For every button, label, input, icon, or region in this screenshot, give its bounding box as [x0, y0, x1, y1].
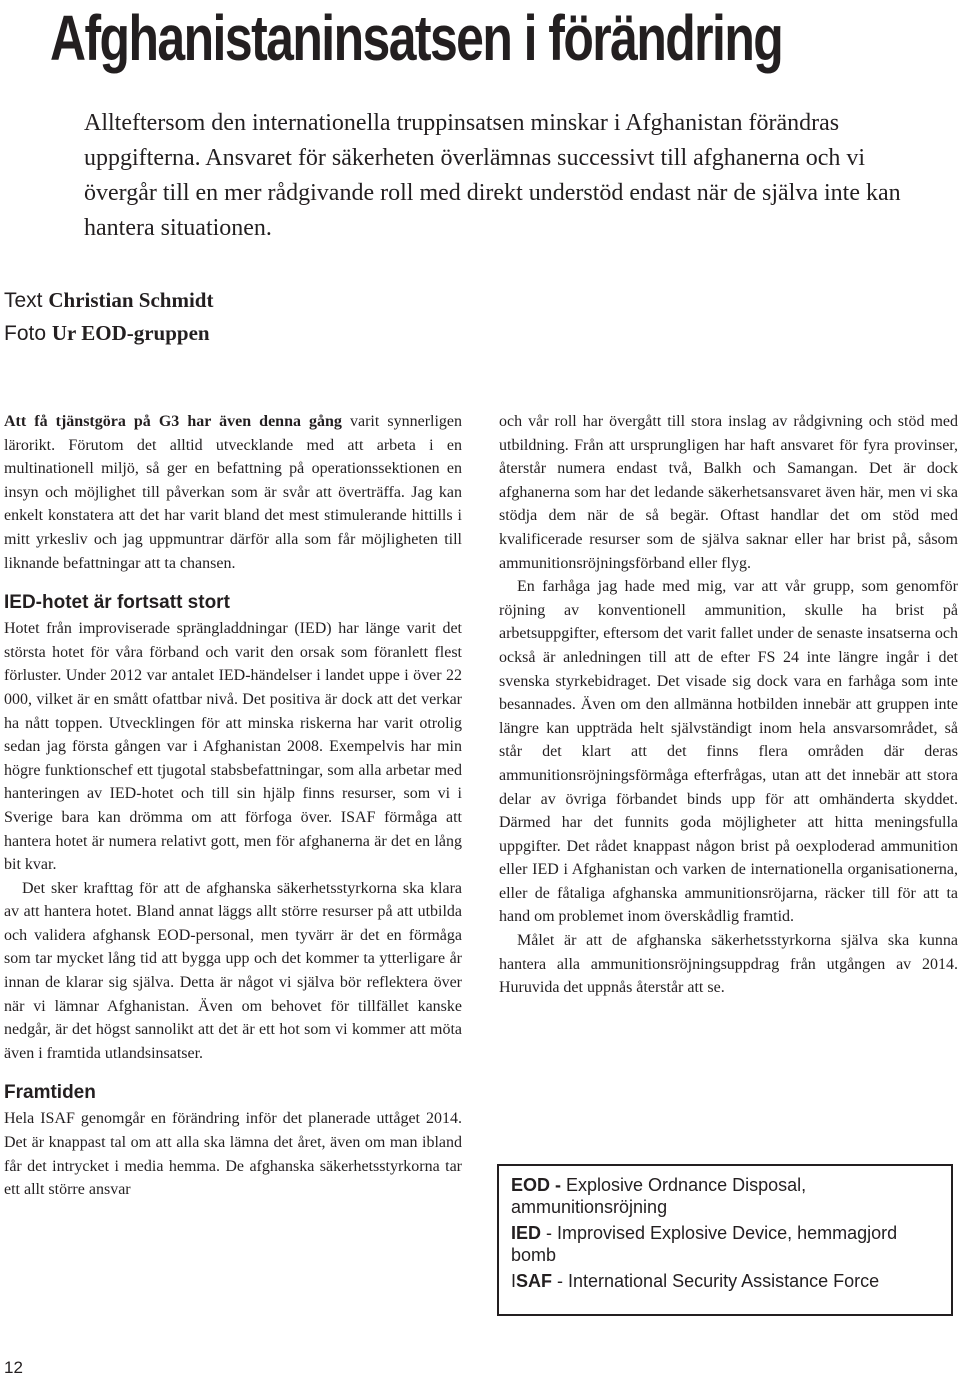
byline-text-label: Text — [4, 289, 43, 312]
glossary-term: IED — [511, 1223, 542, 1243]
left-paragraph-3: Det sker krafttag för att de afghanska säkerhetsstyrkorna ska klara av att hantera hotet. Bland annat läggs allt större resurser på att utbilda och validera afghansk EOD-personal, men tyvärr är det en förmåga som tar mycket lång tid att bygga upp och det kommer ta ytterligare år innan de klarar sig själva. Detta är något vi själva bör reflektera över när vi lämnar Afghanistan. Även om behovet för tillfället kanske nedgår, är det högst sannolikt att det är ett hot som vi kommer att möta även i framtida utlandsinsatser. — [4, 879, 462, 1062]
section-heading-framtiden: Framtiden — [4, 1082, 96, 1104]
right-column — [499, 410, 958, 1000]
glossary-entry-isaf — [511, 1270, 939, 1292]
glossary-entry-ied — [511, 1222, 939, 1266]
article-ingress: Allteftersom den internationella truppinsatsen minskar i Afghanistan förändras uppgifterna. Ansvaret för säkerheten överlämnas successivt till afghanerna och vi övergår till en mer rådgivande roll med direkt understöd endast när de själva inte kan hantera situationen. — [84, 110, 901, 241]
glossary-definition: Explosive Ordnance Disposal, ammunitionsröjning — [511, 1175, 807, 1217]
byline-author: Christian Schmidt — [48, 288, 214, 312]
left-paragraph-1 — [4, 410, 462, 575]
right-paragraph-2: En farhåga jag hade med mig, var att vår grupp, som genomför röjning av konventionell ammunition, skulle ha brist på arbetsuppgifter, eftersom det varit fallet under de senaste insatserna och också är anledningen till att de efter FS 24 inte längre ingår i det svenska styrkebidraget. Det visade sig dock vara en farhåga som inte besannades. Även om den allmänna hotbilden innebär att gruppen inte längre kan uppträda helt självständigt inom hela ansvarsområdet, så står det klart att det finns flera områden där deras ammunitionsröjningsförmåga efterfrågas, utan att det innebär att stora delar av övriga förbandet binds upp för att omhänderta skyddet. Därmed har det funnits goda möjligheter att hitta meningsfulla uppgifter. Det rådet knappast någon brist på oexploderad ammunition eller IED i Afghanistan och varken de internationella organisationerna, eller de fåtaliga afghanska ammunitionsröjarna, räcker till för att ta hand om problemet inom överskådlig framtid. — [499, 578, 958, 926]
byline-photo-source: Ur EOD-gruppen — [51, 321, 210, 345]
left-paragraph-2: Hotet från improviserade sprängladdningar (IED) har länge varit det största hotet för våra förband och varit den orsak som föranlett flest förluster. Under 2012 var antalet IED-händelser i landet uppe i över 22 000, vilket är en smått ofattbar nivå. Det positiva är dock att det verkar ha nått toppen. Utvecklingen för att minska riskerna har varit otrolig sedan jag första gången var i Afghanistan 2008. Exempelvis har min högre funktionschef ett tjugotal stabsbefattningar, som alla arbetar med hanteringen av IED-hotet och till sin hjälp finns resurser, som vi i Sverige bara kan drömma om att förfoga över. ISAF förmåga att hantera hotet är numera relativt gott, men för afghanerna är det en lång bit kvar. — [4, 620, 462, 874]
byline — [4, 284, 213, 350]
byline-photo-label: Foto — [4, 322, 47, 345]
glossary-box — [497, 1164, 953, 1316]
right-paragraph-3: Målet är att de afghanska säkerhetsstyrkorna själva ska kunna hantera alla ammunitionsröjningsuppdrag från utgången av 2014. Huruvida det uppnås återstår att se. — [499, 932, 958, 997]
section-heading-ied: IED-hotet är fortsatt stort — [4, 592, 230, 614]
article-title: Afghanistaninsatsen i förändring — [50, 2, 783, 74]
left-column — [4, 410, 462, 1202]
byline-photo — [4, 317, 213, 350]
glossary-term: EOD - — [511, 1175, 562, 1195]
glossary-term: SAF — [516, 1271, 553, 1291]
glossary-definition: - International Security Assistance Force — [552, 1271, 880, 1291]
byline-text — [4, 284, 213, 317]
right-paragraph-1: och vår roll har övergått till stora inslag av rådgivning och stöd med utbildning. Från att ursprungligen har haft ansvaret för fyra provinser, återstår numera endast två, Balkh och Samangan. Det är dock afghanerna som har det ledande säkerhetsansvaret även här, men vi ska stödja dem när de så begär. Oftast handlar det om stöd med kvalificerade resurser som de själva saknar eller har brist på, såsom ammunitionsröjningsförband eller flyg. — [499, 413, 958, 572]
glossary-entry-eod — [511, 1174, 939, 1218]
left-paragraph-1-text: varit synnerligen lärorikt. Förutom det alltid utvecklande med att arbeta i en multinationell miljö, så ger en befattning på operationssektionen en insyn och möjlighet till påverkan som är svår att överträffa. Jag kan enkelt konstatera att det har varit bland det mest stimulerande hittills i mitt yrkesliv och jag uppmuntrar därför alla som får möjligheten till liknande befattningar att ta chansen. — [4, 413, 463, 572]
page-number: 12 — [4, 1358, 23, 1377]
left-paragraph-4: Hela ISAF genomgår en förändring inför det planerade uttåget 2014. Det är knappast tal om att alla ska lämna det året, även om man ibland får det intrycket i media hemma. De afghanska säkerhetsstyrkorna tar ett allt större ansvar — [4, 1110, 462, 1199]
glossary-definition: - Improvised Explosive Device, hemmagjord bomb — [511, 1223, 898, 1265]
glossary-term-prefix: I — [511, 1271, 517, 1291]
lead-in-bold: Att få tjänstgöra på G3 har även denna gång — [4, 413, 342, 430]
